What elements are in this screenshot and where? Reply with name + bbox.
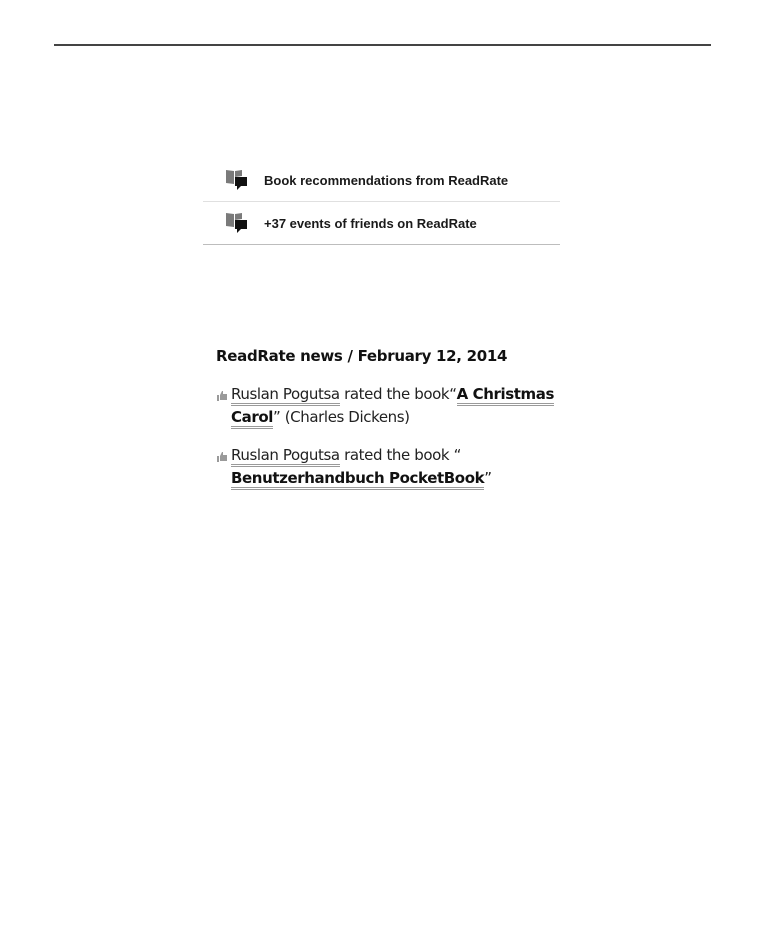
book-chat-icon (224, 167, 250, 193)
author-text: (Charles Dickens) (284, 408, 410, 426)
friends-events-label: +37 events of friends on ReadRate (264, 215, 477, 231)
news-title: ReadRate news / February 12, 2014 (216, 347, 508, 365)
news-item (216, 383, 556, 429)
recommendations-label: Book recommendations from ReadRate (264, 172, 509, 188)
open-quote: “ (449, 385, 457, 403)
user-link[interactable]: Ruslan Pogutsa (231, 385, 340, 406)
action-text: rated the book (344, 446, 450, 464)
open-quote: “ (453, 446, 461, 464)
thumbs-up-icon (217, 385, 228, 396)
thumbs-up-icon (217, 446, 228, 457)
recommendations-row[interactable] (203, 159, 560, 202)
action-text: rated the book (344, 385, 450, 403)
book-link[interactable]: A Christmas Carol (231, 385, 554, 429)
close-quote: ” (272, 408, 281, 426)
top-divider (54, 44, 711, 46)
readrate-panel (203, 159, 560, 245)
news-item (216, 444, 556, 490)
friends-events-row[interactable] (203, 202, 560, 245)
close-quote: ” (484, 469, 492, 487)
book-link[interactable]: Benutzerhandbuch PocketBook (231, 469, 484, 490)
book-chat-icon (224, 210, 250, 236)
news-section (216, 347, 556, 505)
user-link[interactable]: Ruslan Pogutsa (231, 446, 340, 467)
